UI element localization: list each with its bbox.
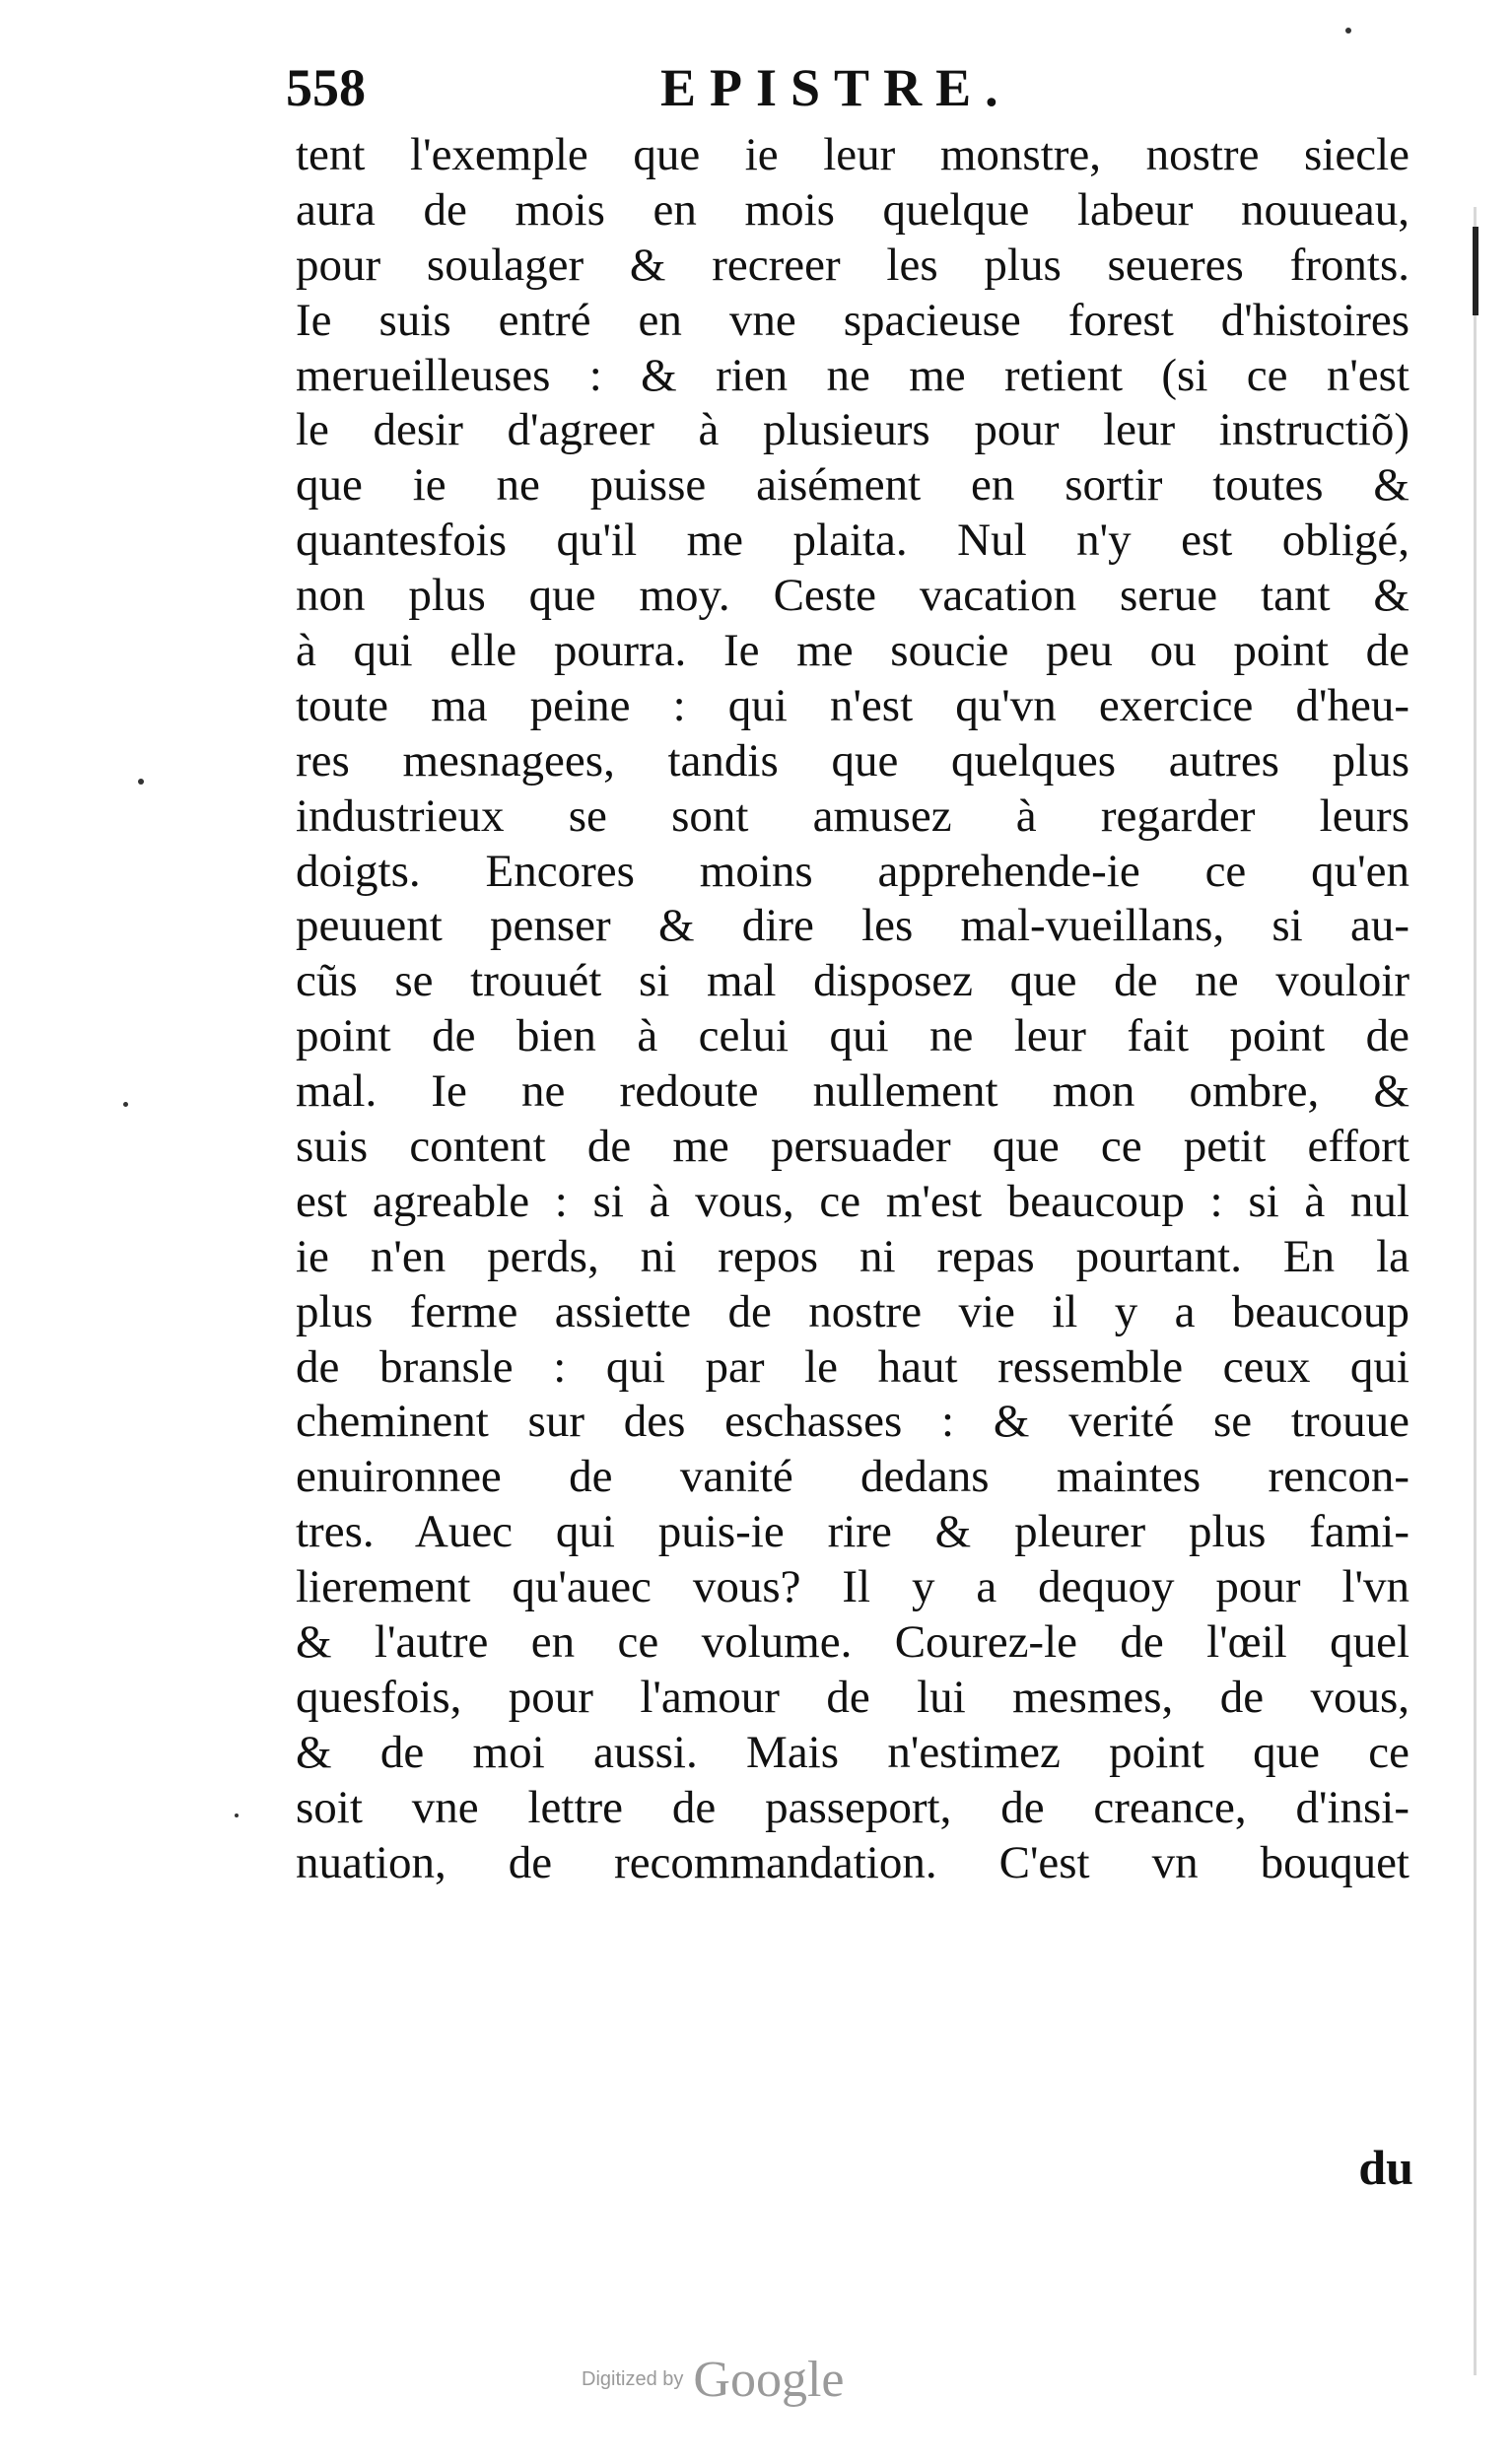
text-line: aura de mois en mois quelque labeur nouueau, — [296, 183, 1409, 236]
text-line: & l'autre en ce volume. Courez-le de l'œil quel — [296, 1616, 1409, 1669]
text-line: tent l'exemple que ie leur monstre, nostre siecle — [296, 129, 1409, 180]
page-header — [286, 57, 1400, 126]
ink-speck — [235, 1814, 239, 1817]
text-line: suis content de me persuader que ce petit effort — [296, 1121, 1409, 1173]
digitized-by-label: Digitized by — [582, 2368, 684, 2390]
text-line: que ie ne puisse aisément en sortir toutes & — [296, 459, 1409, 512]
text-line: industrieux se sont amusez à regarder leurs — [296, 789, 1409, 842]
catchword: du — [1358, 2140, 1413, 2195]
text-line: tres. Auec qui puis-ie rire & pleurer plus fami- — [296, 1506, 1409, 1558]
text-line: le desir d'agreer à plusieurs pour leur instructiõ) — [296, 404, 1409, 456]
text-line: lierement qu'auec vous? Il y a dequoy pour l'vn — [296, 1561, 1409, 1613]
ink-speck — [1345, 28, 1351, 34]
text-line: res mesnagees, tandis que quelques autres plus — [296, 734, 1409, 787]
text-line: doigts. Encores moins apprehende-ie ce qu'en — [296, 845, 1409, 897]
digitization-watermark — [582, 2351, 844, 2409]
text-line: & de moi aussi. Mais n'estimez point que ce — [296, 1726, 1409, 1778]
text-line: pour soulager & recreer les plus seueres fronts. — [296, 239, 1409, 291]
text-line: soit vne lettre de passeport, de creance, d'insi- — [296, 1781, 1409, 1833]
text-line: point de bien à celui qui ne leur fait point de — [296, 1010, 1409, 1062]
text-line: plus ferme assiette de nostre vie il y a beaucoup — [296, 1285, 1409, 1337]
page-edge-mark — [1473, 227, 1478, 315]
page-edge-rule — [1474, 207, 1477, 2375]
text-line: mal. Ie ne redoute nullement mon ombre, & — [296, 1065, 1409, 1118]
page-number: 558 — [286, 58, 366, 117]
google-wordmark: Google — [693, 2352, 845, 2408]
text-line: nuation, de recommandation. C'est vn bouquet — [296, 1836, 1409, 1888]
ink-speck — [138, 779, 144, 785]
text-line: quesfois, pour l'amour de lui mesmes, de vous, — [296, 1671, 1409, 1723]
text-line: peuuent penser & dire les mal-vueillans, si au- — [296, 900, 1409, 952]
text-line: enuironnee de vanité dedans maintes rencon- — [296, 1451, 1409, 1503]
text-line: non plus que moy. Ceste vacation serue tant & — [296, 570, 1409, 622]
text-line: de bransle : qui par le haut ressemble ceux qui — [296, 1340, 1409, 1393]
text-line: quantesfois qu'il me plaita. Nul n'y est obligé, — [296, 514, 1409, 567]
text-line: cũs se trouuét si mal disposez que de ne vouloir — [296, 955, 1409, 1007]
text-line: ie n'en perds, ni repos ni repas pourtant. En la — [296, 1230, 1409, 1282]
text-line: à qui elle pourra. Ie me soucie peu ou point de — [296, 625, 1409, 677]
running-title: EPISTRE. — [660, 58, 1012, 117]
text-line: toute ma peine : qui n'est qu'vn exercice d'heu- — [296, 679, 1409, 731]
body-text — [296, 128, 1409, 1891]
text-line: cheminent sur des eschasses : & verité se trouue — [296, 1396, 1409, 1448]
text-line: est agreable : si à vous, ce m'est beaucoup : si à nul — [296, 1175, 1409, 1227]
text-line: merueilleuses : & rien ne me retient (si ce n'est — [296, 349, 1409, 401]
ink-speck — [123, 1102, 128, 1107]
text-line: Ie suis entré en vne spacieuse forest d'histoires — [296, 294, 1409, 346]
